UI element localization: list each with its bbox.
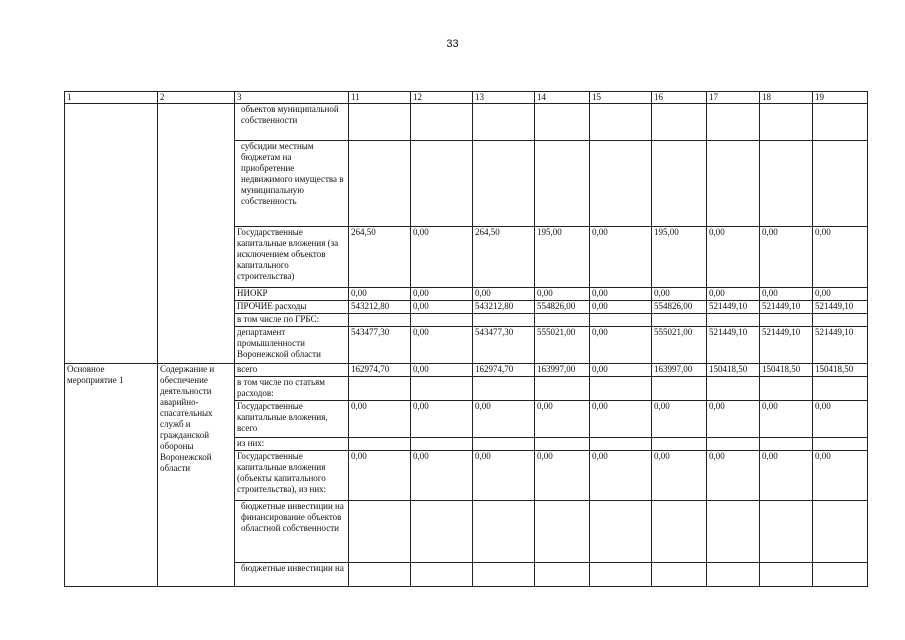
value-cell: 162974,70 bbox=[473, 364, 535, 377]
value-cell: 0,00 bbox=[590, 364, 652, 377]
value-cell bbox=[590, 141, 652, 227]
value-cell bbox=[411, 377, 473, 401]
row-label: НИОКР bbox=[235, 288, 349, 301]
value-cell bbox=[760, 563, 813, 587]
header-cell: 17 bbox=[707, 92, 760, 104]
value-cell: 0,00 bbox=[411, 227, 473, 288]
row-label: ПРОЧИЕ расходы bbox=[235, 301, 349, 314]
table-row bbox=[65, 104, 868, 141]
value-cell bbox=[411, 141, 473, 227]
value-cell: 0,00 bbox=[813, 288, 868, 301]
value-cell: 0,00 bbox=[652, 451, 707, 501]
value-cell bbox=[813, 501, 868, 563]
value-cell: 554826,00 bbox=[535, 301, 590, 314]
value-cell bbox=[473, 141, 535, 227]
value-cell bbox=[349, 314, 411, 327]
value-cell: 150418,50 bbox=[707, 364, 760, 377]
value-cell bbox=[535, 377, 590, 401]
value-cell bbox=[652, 563, 707, 587]
value-cell bbox=[535, 438, 590, 451]
row-label: департамент промышленности Воронежской области bbox=[235, 327, 349, 364]
value-cell: 0,00 bbox=[411, 327, 473, 364]
value-cell: 0,00 bbox=[473, 288, 535, 301]
value-cell bbox=[652, 501, 707, 563]
table-row bbox=[65, 364, 868, 377]
row-label: в том числе по статьям расходов: bbox=[235, 377, 349, 401]
value-cell: 543212,80 bbox=[349, 301, 411, 314]
value-cell bbox=[760, 377, 813, 401]
value-cell: 521449,10 bbox=[813, 327, 868, 364]
value-cell bbox=[707, 438, 760, 451]
value-cell: 0,00 bbox=[707, 451, 760, 501]
value-cell bbox=[349, 141, 411, 227]
header-cell: 14 bbox=[535, 92, 590, 104]
value-cell bbox=[760, 104, 813, 141]
value-cell: 0,00 bbox=[760, 401, 813, 438]
value-cell bbox=[590, 563, 652, 587]
value-cell: 555021,00 bbox=[652, 327, 707, 364]
value-cell bbox=[590, 314, 652, 327]
value-cell: 264,50 bbox=[473, 227, 535, 288]
value-cell bbox=[813, 377, 868, 401]
value-cell bbox=[411, 104, 473, 141]
value-cell: 0,00 bbox=[349, 401, 411, 438]
value-cell: 0,00 bbox=[349, 288, 411, 301]
value-cell: 0,00 bbox=[535, 288, 590, 301]
value-cell bbox=[813, 104, 868, 141]
value-cell bbox=[349, 438, 411, 451]
header-cell: 2 bbox=[158, 92, 235, 104]
row-label: бюджетные инвестиции на bbox=[235, 563, 349, 587]
value-cell bbox=[411, 563, 473, 587]
value-cell: 0,00 bbox=[760, 451, 813, 501]
value-cell: 0,00 bbox=[652, 401, 707, 438]
value-cell: 0,00 bbox=[760, 227, 813, 288]
value-cell bbox=[707, 141, 760, 227]
value-cell bbox=[535, 501, 590, 563]
value-cell: 0,00 bbox=[411, 364, 473, 377]
value-cell: 521449,10 bbox=[813, 301, 868, 314]
value-cell bbox=[349, 104, 411, 141]
value-cell bbox=[813, 563, 868, 587]
value-cell bbox=[411, 314, 473, 327]
header-cell: 12 bbox=[411, 92, 473, 104]
value-cell bbox=[349, 377, 411, 401]
row-label: всего bbox=[235, 364, 349, 377]
value-cell bbox=[535, 141, 590, 227]
header-cell: 16 bbox=[652, 92, 707, 104]
row-label: Государственные капитальные вложения, всего bbox=[235, 401, 349, 438]
value-cell bbox=[535, 104, 590, 141]
value-cell bbox=[652, 377, 707, 401]
value-cell: 0,00 bbox=[813, 401, 868, 438]
value-cell: 521449,10 bbox=[707, 327, 760, 364]
value-cell bbox=[652, 141, 707, 227]
value-cell bbox=[349, 501, 411, 563]
value-cell: 0,00 bbox=[707, 288, 760, 301]
value-cell bbox=[590, 438, 652, 451]
page-number: 33 bbox=[446, 38, 459, 50]
value-cell bbox=[411, 438, 473, 451]
value-cell: 0,00 bbox=[411, 451, 473, 501]
row-label: субсидии местным бюджетам на приобретение недвижимого имущества в муниципальную собственность bbox=[235, 141, 349, 227]
value-cell: 163997,00 bbox=[535, 364, 590, 377]
activity-name: Основное мероприятие 1 bbox=[65, 364, 158, 587]
header-cell: 11 bbox=[349, 92, 411, 104]
value-cell: 264,50 bbox=[349, 227, 411, 288]
value-cell bbox=[535, 314, 590, 327]
value-cell: 163997,00 bbox=[652, 364, 707, 377]
value-cell: 543477,30 bbox=[473, 327, 535, 364]
value-cell bbox=[590, 377, 652, 401]
header-cell: 19 bbox=[813, 92, 868, 104]
value-cell bbox=[760, 501, 813, 563]
value-cell: 0,00 bbox=[535, 451, 590, 501]
value-cell bbox=[411, 501, 473, 563]
value-cell: 150418,50 bbox=[760, 364, 813, 377]
value-cell: 0,00 bbox=[707, 401, 760, 438]
header-cell: 13 bbox=[473, 92, 535, 104]
value-cell: 0,00 bbox=[535, 401, 590, 438]
value-cell: 0,00 bbox=[411, 401, 473, 438]
value-cell bbox=[473, 104, 535, 141]
value-cell bbox=[473, 438, 535, 451]
value-cell bbox=[652, 104, 707, 141]
row-label: из них: bbox=[235, 438, 349, 451]
header-cell: 3 bbox=[235, 92, 349, 104]
header-row bbox=[65, 92, 868, 104]
value-cell bbox=[707, 563, 760, 587]
column-2-cell bbox=[158, 104, 235, 364]
header-cell: 1 bbox=[65, 92, 158, 104]
value-cell: 0,00 bbox=[411, 301, 473, 314]
value-cell: 0,00 bbox=[590, 401, 652, 438]
row-label: Государственные капитальные вложения (объекты капитального строительства), из них: bbox=[235, 451, 349, 501]
value-cell: 150418,50 bbox=[813, 364, 868, 377]
value-cell bbox=[760, 314, 813, 327]
value-cell: 195,00 bbox=[652, 227, 707, 288]
header-cell: 18 bbox=[760, 92, 813, 104]
value-cell: 0,00 bbox=[473, 401, 535, 438]
value-cell bbox=[707, 501, 760, 563]
value-cell bbox=[473, 314, 535, 327]
value-cell: 555021,00 bbox=[535, 327, 590, 364]
value-cell bbox=[473, 501, 535, 563]
value-cell: 521449,10 bbox=[760, 301, 813, 314]
value-cell: 521449,10 bbox=[760, 327, 813, 364]
value-cell bbox=[813, 438, 868, 451]
value-cell: 0,00 bbox=[813, 227, 868, 288]
value-cell bbox=[760, 438, 813, 451]
value-cell bbox=[473, 563, 535, 587]
value-cell bbox=[535, 563, 590, 587]
header-cell: 15 bbox=[590, 92, 652, 104]
value-cell: 0,00 bbox=[590, 227, 652, 288]
value-cell: 554826,00 bbox=[652, 301, 707, 314]
value-cell: 0,00 bbox=[590, 327, 652, 364]
value-cell: 521449,10 bbox=[707, 301, 760, 314]
value-cell bbox=[590, 104, 652, 141]
column-1-cell bbox=[65, 104, 158, 364]
value-cell bbox=[652, 314, 707, 327]
value-cell bbox=[707, 314, 760, 327]
value-cell: 0,00 bbox=[590, 451, 652, 501]
row-label: бюджетные инвестиции на финансирование объектов областной собственности bbox=[235, 501, 349, 563]
value-cell: 0,00 bbox=[590, 288, 652, 301]
value-cell bbox=[813, 314, 868, 327]
budget-table bbox=[64, 91, 868, 587]
value-cell: 543477,30 bbox=[349, 327, 411, 364]
activity-description: Содержание и обеспечение деятельности аварийно-спасательных служб и гражданской обороны Воронежской области bbox=[158, 364, 235, 587]
value-cell bbox=[707, 104, 760, 141]
value-cell bbox=[590, 501, 652, 563]
value-cell: 0,00 bbox=[349, 451, 411, 501]
value-cell: 0,00 bbox=[813, 451, 868, 501]
value-cell bbox=[349, 563, 411, 587]
value-cell bbox=[473, 377, 535, 401]
value-cell bbox=[760, 141, 813, 227]
value-cell: 0,00 bbox=[590, 301, 652, 314]
value-cell: 0,00 bbox=[652, 288, 707, 301]
value-cell bbox=[813, 141, 868, 227]
value-cell: 0,00 bbox=[707, 227, 760, 288]
value-cell: 543212,80 bbox=[473, 301, 535, 314]
value-cell: 0,00 bbox=[473, 451, 535, 501]
row-label: Государственные капитальные вложения (за исключением объектов капитального строительства) bbox=[235, 227, 349, 288]
row-label: объектов муниципальной собственности bbox=[235, 104, 349, 141]
value-cell bbox=[707, 377, 760, 401]
value-cell: 0,00 bbox=[760, 288, 813, 301]
value-cell: 0,00 bbox=[411, 288, 473, 301]
value-cell: 162974,70 bbox=[349, 364, 411, 377]
value-cell bbox=[652, 438, 707, 451]
value-cell: 195,00 bbox=[535, 227, 590, 288]
row-label: в том числе по ГРБС: bbox=[235, 314, 349, 327]
